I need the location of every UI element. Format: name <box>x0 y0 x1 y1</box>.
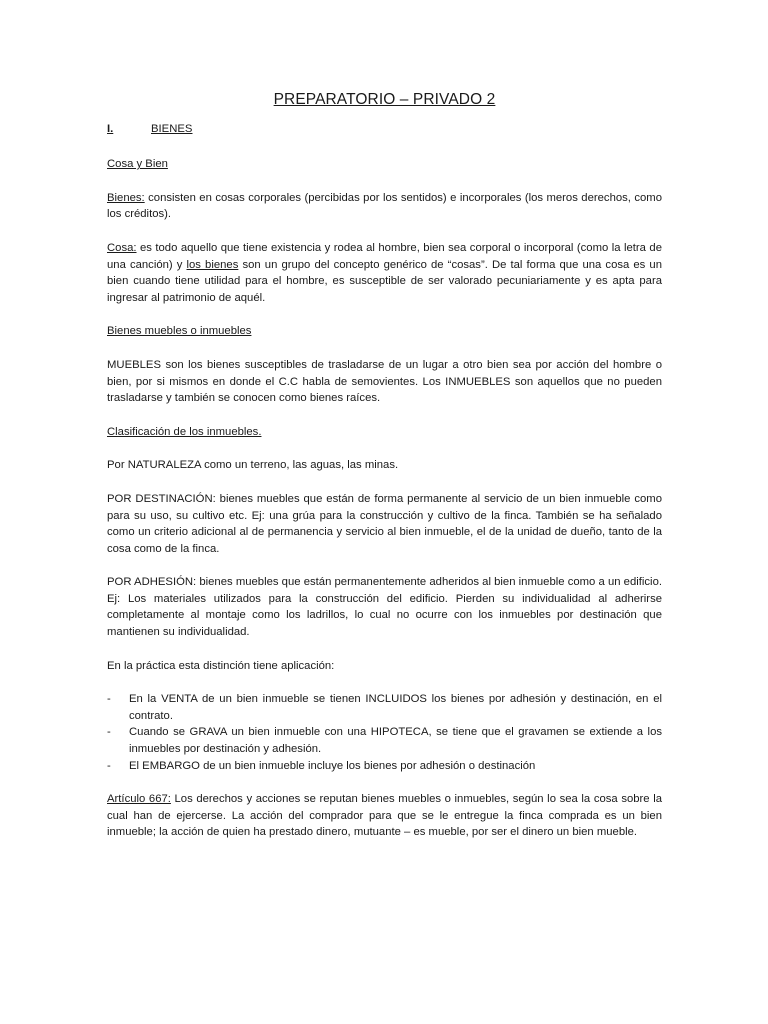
list-item <box>107 724 662 757</box>
paragraph-cosa-text-2: son un grupo del concepto genérico de “cosas”. De tal forma que una cosa es un bien cuando tiene utilidad para el hombre, es susceptible de ser valorado pecuniariamente y es apta para ingresar al patrimonio de aquél. <box>107 258 662 304</box>
subheading-clasificacion: Clasificación de los inmuebles. <box>107 425 262 438</box>
paragraph-muebles: MUEBLES son los bienes susceptibles de trasladarse de un lugar a otro bien sea por acción del hombre o bien, por si mismos en donde el C.C habla de semovientes. Los INMUEBLES son aquellos que no pueden trasladarse y también se conocen como bienes raíces. <box>107 358 662 405</box>
section-number: I. <box>107 122 114 135</box>
list-dash: - <box>107 759 111 772</box>
subheading-cosa-bien: Cosa y Bien <box>107 158 168 171</box>
list-item <box>107 758 662 775</box>
term-los-bienes: los bienes <box>186 258 239 271</box>
paragraph-articulo-text: Los derechos y acciones se reputan bienes muebles o inmuebles, según lo sea la cosa sobre la cual han de ejercerse. La acción del comprador para que se le entregue la finca comprada es un bien inmueble; la acción de quien ha prestado dinero, mutuante – es mueble, por ser el dinero un bien mueble. <box>107 793 662 839</box>
list-item-text: En la VENTA de un bien inmueble se tienen INCLUIDOS los bienes por adhesión y destinación, en el contrato. <box>129 693 662 722</box>
paragraph-cosa <box>107 240 662 306</box>
list-item <box>107 691 662 724</box>
term-articulo: Artículo 667: <box>107 793 171 806</box>
list-item-text: El EMBARGO de un bien inmueble incluye los bienes por adhesión o destinación <box>129 759 536 772</box>
paragraph-bienes-text: consisten en cosas corporales (percibidas por los sentidos) e incorporales (los meros derechos, como los créditos). <box>107 191 662 221</box>
list-dash: - <box>107 693 111 706</box>
paragraph-bienes <box>107 190 662 223</box>
section-heading <box>107 121 662 138</box>
paragraph-cosa-text-1: es todo aquello que tiene existencia y rodea al hombre, bien sea corporal o incorporal (como la letra de una canción) y <box>107 241 662 271</box>
paragraph-articulo <box>107 791 662 841</box>
application-list <box>107 691 662 774</box>
section-label: BIENES <box>151 122 193 135</box>
subheading-muebles: Bienes muebles o inmuebles <box>107 325 252 338</box>
list-item-text: Cuando se GRAVA un bien inmueble con una HIPOTECA, se tiene que el gravamen se extiende a los inmuebles por destinación y adhesión. <box>129 726 662 756</box>
paragraph-naturaleza: Por NATURALEZA como un terreno, las aguas, las minas. <box>107 459 399 472</box>
term-bienes: Bienes: <box>107 191 145 204</box>
page-title: PREPARATORIO – PRIVADO 2 <box>273 91 496 108</box>
paragraph-practica: En la práctica esta distinción tiene aplicación: <box>107 659 335 672</box>
term-cosa: Cosa: <box>107 241 137 254</box>
paragraph-adhesion: POR ADHESIÓN: bienes muebles que están permanentemente adheridos al bien inmueble como a un edificio. Ej: Los materiales utilizados para la construcción del edificio. Pierden su individualidad al adherirse completamente al montaje como los ladrillos, lo cual no ocurre con los inmuebles por destinación que mantienen su individualidad. <box>107 576 662 639</box>
paragraph-destinacion: POR DESTINACIÓN: bienes muebles que están de forma permanente al servicio de un bien inmueble como para su uso, su cultivo etc. Ej: una grúa para la construcción y cultivo de la finca. También se ha señalado como un criterio adicional al de permanencia y servicio al bien inmueble, el de la unidad de dueño, tanto de la cosa como de la finca. <box>107 492 662 555</box>
list-dash: - <box>107 726 111 739</box>
